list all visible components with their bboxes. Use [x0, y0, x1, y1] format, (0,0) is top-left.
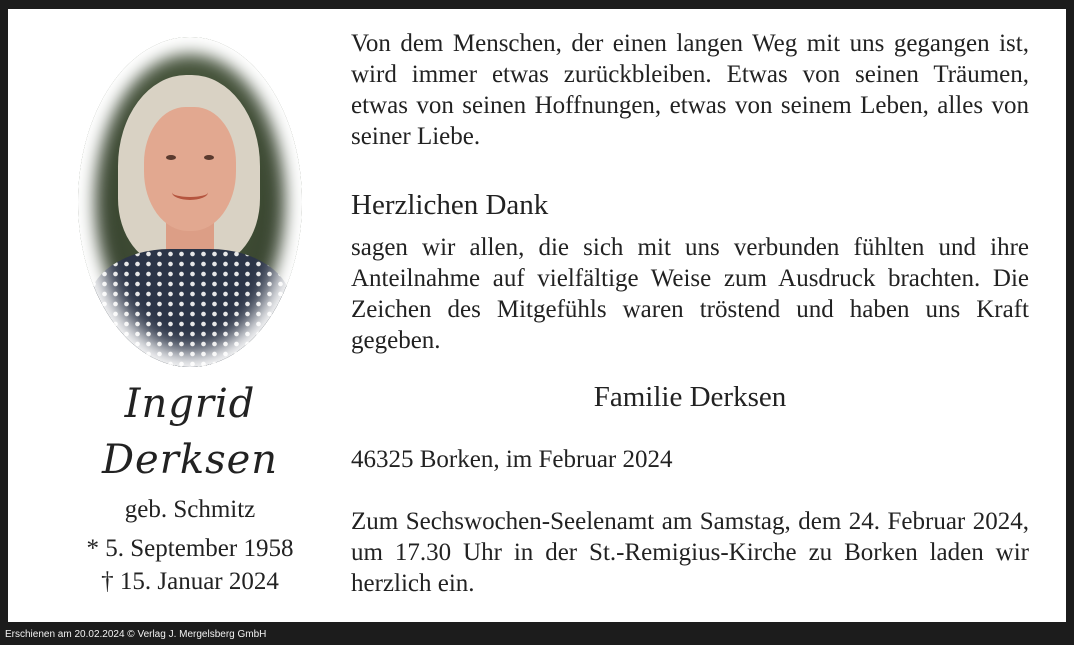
thanks-text: sagen wir allen, die sich mit uns verbunden fühlten und ihre Anteilnahme auf vielfältige Weise zum Ausdruck brachten. Die Zeichen des Mitgefühls waren tröstend und haben uns Kraft gegeben.	[351, 234, 1029, 354]
obituary-card	[8, 9, 1066, 622]
portrait-photo	[78, 37, 302, 367]
birth-name: geb. Schmitz	[124, 496, 256, 523]
memorial-quote: Von dem Menschen, der einen langen Weg mit uns gegangen ist, wird immer etwas zurückbleiben. Etwas von seinen Träumen, etwas von seinen Hoffnungen, etwas von seinem Leben, alles von seiner Liebe.	[351, 30, 1029, 150]
thanks-heading: Herzlichen Dank	[351, 189, 549, 221]
place-date: 46325 Borken, im Februar 2024	[351, 446, 673, 473]
birth-date: * 5. September 1958	[86, 535, 294, 562]
publication-footer: Erschienen am 20.02.2024 © Verlag J. Mergelsberg GmbH	[5, 629, 267, 640]
service-invitation: Zum Sechswochen-Seelenamt am Samstag, dem 24. Februar 2024, um 17.30 Uhr in der St.-Remigius-Kirche zu Borken laden wir herzlich ein.	[351, 508, 1029, 597]
family-signature: Familie Derksen	[593, 381, 787, 413]
deceased-last-name: Derksen	[101, 437, 279, 483]
death-date: † 15. Januar 2024	[101, 568, 279, 595]
deceased-first-name: Ingrid	[124, 381, 256, 427]
